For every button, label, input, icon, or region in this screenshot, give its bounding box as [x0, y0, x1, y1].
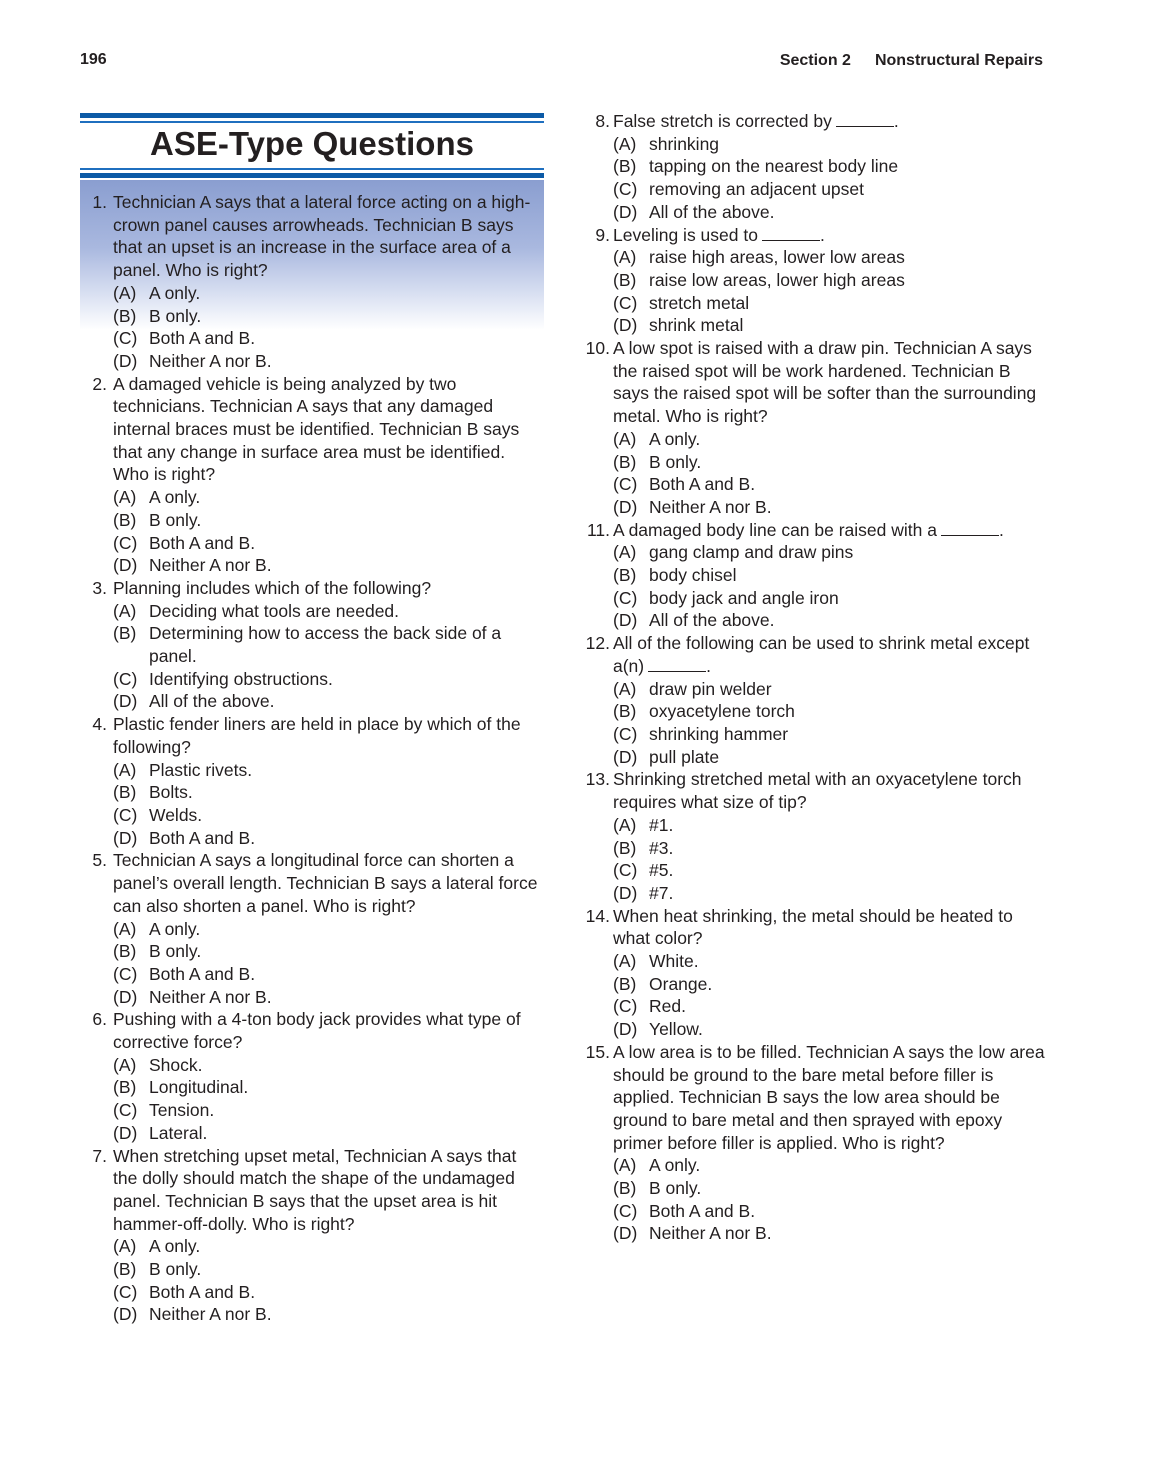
- option-text: raise high areas, lower low areas: [649, 247, 905, 268]
- option-letter: (C): [613, 996, 638, 1017]
- option-text: Both A and B.: [649, 474, 756, 495]
- question-item: [580, 110, 1050, 224]
- question-stem-end: .: [706, 655, 711, 676]
- answer-options: [113, 1054, 544, 1145]
- right-column: [580, 110, 1050, 1245]
- answer-option: [113, 532, 544, 555]
- question-stem-text: A damaged vehicle is being analyzed by two technicians. Technician A says that any damaged internal braces must be identified. Technician B says that any change in surface area must be identified. Who is right?: [113, 373, 520, 485]
- question-stem: [113, 191, 544, 282]
- option-text: A only.: [149, 282, 201, 303]
- option-letter: (A): [613, 133, 637, 154]
- option-letter: (D): [113, 350, 138, 371]
- question-item: [80, 191, 544, 373]
- option-text: Orange.: [649, 973, 713, 994]
- option-text: B only.: [149, 305, 202, 326]
- answer-option: [613, 1177, 1050, 1200]
- option-letter: (A): [113, 282, 137, 303]
- option-text: shrinking hammer: [649, 723, 789, 744]
- answer-option: [613, 700, 1050, 723]
- option-text: All of the above.: [649, 610, 775, 631]
- answer-option: [113, 600, 544, 623]
- option-letter: (D): [113, 691, 138, 712]
- question-number: 15.: [585, 1041, 610, 1062]
- answer-option: [113, 940, 544, 963]
- option-text: Neither A nor B.: [149, 1304, 272, 1325]
- answer-options: [613, 814, 1050, 905]
- answer-option: [113, 759, 544, 782]
- option-letter: (A): [113, 600, 137, 621]
- option-text: A only.: [149, 487, 201, 508]
- option-letter: (C): [613, 292, 638, 313]
- question-stem-text: Plastic fender liners are held in place by which of the following?: [113, 714, 521, 757]
- option-letter: (D): [613, 201, 638, 222]
- answer-options: [613, 678, 1050, 769]
- option-letter: (C): [113, 328, 138, 349]
- option-letter: (C): [113, 1100, 138, 1121]
- answer-option: [113, 350, 544, 373]
- question-number: 3.: [92, 577, 107, 598]
- answer-option: [113, 690, 544, 713]
- option-letter: (A): [613, 678, 637, 699]
- answer-option: [613, 973, 1050, 996]
- option-text: A only.: [649, 1155, 701, 1176]
- question-item: [580, 768, 1050, 904]
- option-text: Neither A nor B.: [149, 350, 272, 371]
- option-text: Tension.: [149, 1100, 215, 1121]
- question-item: [580, 632, 1050, 768]
- question-stem-end: .: [819, 224, 825, 245]
- answer-option: [613, 564, 1050, 587]
- option-letter: (A): [113, 487, 137, 508]
- option-letter: (A): [613, 951, 637, 972]
- option-text: Longitudinal.: [149, 1077, 249, 1098]
- answer-option: [613, 723, 1050, 746]
- answer-option: [613, 1222, 1050, 1245]
- option-letter: (D): [613, 746, 638, 767]
- option-text: A only.: [649, 428, 701, 449]
- question-stem-text: A low spot is raised with a draw pin. Technician A says the raised spot will be work hardened. Technician B says the raised spot will be softer than the surrounding metal. Who is right?: [613, 338, 1037, 427]
- option-letter: (D): [113, 827, 138, 848]
- question-stem: [613, 224, 1050, 247]
- option-letter: (D): [613, 882, 638, 903]
- answer-option: [113, 804, 544, 827]
- answer-option: [613, 292, 1050, 315]
- question-item: [580, 224, 1050, 338]
- option-text: Neither A nor B.: [649, 496, 772, 517]
- question-stem-text: Leveling is used to: [613, 224, 758, 245]
- question-stem-text: Shrinking stretched metal with an oxyacetylene torch requires what size of tip?: [613, 769, 1022, 813]
- answer-option: [113, 509, 544, 532]
- option-letter: (C): [613, 474, 638, 495]
- answer-options: [113, 1235, 544, 1326]
- option-text: Both A and B.: [149, 532, 256, 553]
- option-text: Lateral.: [149, 1122, 208, 1143]
- section-label: Section 2: [779, 52, 851, 69]
- question-number: 9.: [595, 224, 610, 245]
- question-number: 4.: [92, 714, 107, 735]
- answer-option: [113, 918, 544, 941]
- answer-option: [613, 746, 1050, 769]
- answer-option: [113, 781, 544, 804]
- option-text: Identifying obstructions.: [149, 668, 333, 689]
- question-list-right: [580, 110, 1050, 1245]
- option-letter: (C): [113, 1281, 138, 1302]
- answer-option: [113, 986, 544, 1009]
- answer-options: [113, 282, 544, 373]
- option-text: Both A and B.: [649, 1200, 756, 1221]
- question-number: 14.: [585, 905, 610, 926]
- option-letter: (D): [113, 986, 138, 1007]
- question-stem: [613, 768, 1050, 813]
- option-text: B only.: [149, 509, 202, 530]
- answer-option: [613, 995, 1050, 1018]
- question-stem: [113, 1145, 544, 1236]
- question-stem: [613, 905, 1050, 950]
- option-text: #7.: [649, 882, 674, 903]
- rule-top-thick: [80, 113, 544, 118]
- question-stem: [613, 337, 1050, 428]
- answer-option: [613, 837, 1050, 860]
- page-number: 196: [80, 51, 107, 68]
- option-text: All of the above.: [149, 691, 275, 712]
- chapter-label: Nonstructural Repairs: [874, 52, 1043, 69]
- answer-options: [113, 759, 544, 850]
- answer-option: [613, 246, 1050, 269]
- answer-option: [613, 473, 1050, 496]
- option-letter: (C): [113, 804, 138, 825]
- question-number: 13.: [585, 769, 610, 790]
- option-text: Both A and B.: [149, 328, 256, 349]
- option-letter: (C): [113, 963, 138, 984]
- answer-options: [613, 246, 1050, 337]
- option-letter: (B): [113, 623, 137, 644]
- question-stem: [113, 713, 544, 758]
- question-stem: [613, 632, 1050, 677]
- option-letter: (A): [613, 814, 637, 835]
- option-letter: (A): [613, 542, 637, 563]
- option-letter: (B): [613, 269, 637, 290]
- answer-option: [113, 1235, 544, 1258]
- option-letter: (A): [613, 247, 637, 268]
- question-item: [80, 849, 544, 1008]
- left-column: [80, 113, 544, 1326]
- option-text: shrink metal: [649, 315, 744, 336]
- option-letter: (C): [613, 1200, 638, 1221]
- option-text: B only.: [149, 1259, 202, 1280]
- question-number: 2.: [92, 373, 107, 394]
- answer-option: [613, 133, 1050, 156]
- option-text: A only.: [149, 1236, 201, 1257]
- option-letter: (B): [113, 1077, 137, 1098]
- question-stem-text: When heat shrinking, the metal should be heated to what color?: [613, 905, 1013, 949]
- option-letter: (C): [113, 532, 138, 553]
- rule-bottom-thin: [80, 168, 544, 170]
- question-number: 8.: [595, 111, 610, 131]
- option-text: pull plate: [649, 746, 720, 767]
- answer-option: [113, 1258, 544, 1281]
- option-letter: (C): [613, 723, 638, 744]
- question-stem-text: A damaged body line can be raised with a: [613, 519, 937, 540]
- answer-option: [613, 428, 1050, 451]
- answer-option: [613, 587, 1050, 610]
- answer-option: [113, 1281, 544, 1304]
- answer-options: [113, 486, 544, 577]
- fill-in-blank: [762, 226, 820, 241]
- question-item: [580, 1041, 1050, 1245]
- option-text: oxyacetylene torch: [649, 701, 795, 722]
- option-text: #5.: [649, 860, 674, 881]
- option-text: B only.: [649, 451, 702, 472]
- answer-option: [613, 314, 1050, 337]
- answer-option: [113, 668, 544, 691]
- answer-option: [613, 882, 1050, 905]
- option-text: Both A and B.: [149, 963, 256, 984]
- option-text: B only.: [149, 941, 202, 962]
- answer-option: [613, 950, 1050, 973]
- option-letter: (D): [113, 1122, 138, 1143]
- answer-option: [613, 451, 1050, 474]
- option-letter: (B): [613, 1178, 637, 1199]
- question-stem: [113, 577, 544, 600]
- option-letter: (B): [113, 509, 137, 530]
- option-letter: (D): [613, 1223, 638, 1244]
- answer-options: [613, 950, 1050, 1041]
- option-letter: (A): [113, 1054, 137, 1075]
- option-text: draw pin welder: [649, 678, 772, 699]
- option-text: Plastic rivets.: [149, 759, 253, 780]
- answer-options: [613, 1154, 1050, 1245]
- answer-option: [113, 305, 544, 328]
- answer-option: [113, 963, 544, 986]
- answer-option: [113, 554, 544, 577]
- option-letter: (C): [613, 587, 638, 608]
- option-text: tapping on the nearest body line: [649, 156, 899, 177]
- section-title: ASE-Type Questions: [150, 125, 474, 162]
- option-letter: (D): [613, 315, 638, 336]
- section-title-block: [80, 113, 544, 178]
- answer-option: [613, 1154, 1050, 1177]
- option-letter: (B): [613, 973, 637, 994]
- option-text: Yellow.: [649, 1019, 703, 1040]
- option-text: shrinking: [649, 133, 720, 154]
- question-stem-text: False stretch is corrected by: [613, 111, 832, 131]
- option-letter: (B): [113, 305, 137, 326]
- question-stem-text: All of the following can be used to shrink metal except a(n): [613, 633, 1030, 676]
- answer-options: [613, 133, 1050, 224]
- option-letter: (B): [613, 565, 637, 586]
- option-letter: (B): [113, 782, 137, 803]
- question-item: [580, 337, 1050, 519]
- question-stem-end: .: [998, 519, 1004, 540]
- option-text: Determining how to access the back side of a panel.: [149, 623, 502, 667]
- question-number: 1.: [92, 192, 107, 212]
- answer-option: [113, 622, 544, 667]
- answer-option: [613, 1018, 1050, 1041]
- question-stem: [613, 1041, 1050, 1155]
- question-item: [80, 1145, 544, 1327]
- question-stem-text: When stretching upset metal, Technician A says that the dolly should match the shape of the undamaged panel. Technician B says that the upset area is hit hammer-off-dolly. Who is right?: [113, 1145, 517, 1234]
- option-text: raise low areas, lower high areas: [649, 269, 905, 290]
- answer-options: [113, 918, 544, 1009]
- question-item: [580, 519, 1050, 633]
- question-stem-text: Planning includes which of the following?: [113, 577, 432, 598]
- answer-option: [113, 282, 544, 305]
- question-stem: [113, 1008, 544, 1053]
- option-text: White.: [649, 951, 699, 972]
- answer-option: [613, 1200, 1050, 1223]
- answer-option: [613, 269, 1050, 292]
- option-letter: (A): [113, 918, 137, 939]
- rule-bottom-thick: [80, 173, 544, 178]
- question-stem-text: Technician A says a longitudinal force can shorten a panel’s overall length. Technician B says a lateral force can also shorten a panel. Who is right?: [113, 850, 538, 916]
- question-item: [80, 713, 544, 849]
- option-letter: (B): [613, 451, 637, 472]
- option-letter: (D): [113, 555, 138, 576]
- option-letter: (A): [613, 1155, 637, 1176]
- option-text: body chisel: [649, 565, 737, 586]
- answer-option: [613, 541, 1050, 564]
- option-letter: (A): [113, 1236, 137, 1257]
- option-text: Both A and B.: [149, 827, 256, 848]
- option-text: Neither A nor B.: [149, 555, 272, 576]
- question-number: 7.: [92, 1145, 107, 1166]
- question-stem-end: .: [893, 111, 899, 131]
- answer-option: [613, 859, 1050, 882]
- option-letter: (A): [113, 759, 137, 780]
- fill-in-blank: [648, 657, 706, 672]
- question-number: 11.: [586, 519, 610, 540]
- option-text: Neither A nor B.: [149, 986, 272, 1007]
- answer-option: [113, 1076, 544, 1099]
- question-stem-text: Technician A says that a lateral force acting on a high-crown panel causes arrowheads. Technician B says that an upset is an increase in the surface area of a panel. Who is right?: [113, 192, 531, 281]
- option-text: All of the above.: [649, 201, 775, 222]
- question-number: 12.: [585, 633, 610, 654]
- option-letter: (C): [613, 179, 638, 200]
- option-text: A only.: [149, 918, 201, 939]
- option-text: Deciding what tools are needed.: [149, 600, 400, 621]
- option-text: #3.: [649, 837, 674, 858]
- answer-option: [113, 1054, 544, 1077]
- option-letter: (B): [613, 837, 637, 858]
- answer-option: [613, 814, 1050, 837]
- option-text: gang clamp and draw pins: [649, 542, 854, 563]
- answer-option: [113, 827, 544, 850]
- question-item: [580, 905, 1050, 1041]
- option-text: Shock.: [149, 1054, 203, 1075]
- option-text: #1.: [649, 814, 674, 835]
- option-text: Welds.: [149, 804, 203, 825]
- answer-option: [113, 486, 544, 509]
- option-letter: (B): [113, 941, 137, 962]
- question-stem-text: A low area is to be filled. Technician A says the low area should be ground to the bare metal before filler is applied. Technician B says the low area should be ground to bare metal and then sprayed with epoxy primer before filler is applied. Who is right?: [613, 1041, 1045, 1153]
- answer-option: [613, 609, 1050, 632]
- option-letter: (C): [613, 860, 638, 881]
- option-text: B only.: [649, 1178, 702, 1199]
- answer-option: [613, 178, 1050, 201]
- option-text: Bolts.: [149, 782, 193, 803]
- answer-option: [613, 496, 1050, 519]
- option-letter: (D): [613, 1019, 638, 1040]
- option-text: Neither A nor B.: [649, 1223, 772, 1244]
- question-list-left: [80, 191, 544, 1326]
- answer-option: [113, 1099, 544, 1122]
- question-stem-text: Pushing with a 4-ton body jack provides what type of corrective force?: [113, 1009, 521, 1053]
- option-letter: (C): [113, 668, 138, 689]
- option-text: stretch metal: [649, 292, 750, 313]
- question-number: 10.: [585, 338, 610, 359]
- answer-options: [613, 428, 1050, 519]
- question-number: 5.: [92, 850, 107, 871]
- question-stem: [113, 373, 544, 487]
- answer-option: [113, 1303, 544, 1326]
- question-item: [80, 373, 544, 577]
- option-letter: (D): [613, 610, 638, 631]
- question-number: 6.: [92, 1009, 107, 1030]
- answer-option: [613, 678, 1050, 701]
- answer-option: [113, 327, 544, 350]
- answer-option: [113, 1122, 544, 1145]
- option-letter: (A): [613, 428, 637, 449]
- question-item: [80, 577, 544, 713]
- answer-options: [613, 541, 1050, 632]
- option-text: removing an adjacent upset: [649, 179, 864, 200]
- option-letter: (D): [613, 496, 638, 517]
- option-text: body jack and angle iron: [649, 587, 839, 608]
- running-head: [780, 52, 1043, 70]
- fill-in-blank: [836, 112, 894, 127]
- option-letter: (B): [113, 1259, 137, 1280]
- question-stem: [613, 519, 1050, 542]
- question-item: [80, 1008, 544, 1144]
- fill-in-blank: [941, 521, 999, 536]
- option-text: Both A and B.: [149, 1281, 256, 1302]
- question-stem: [113, 849, 544, 917]
- option-letter: (D): [113, 1304, 138, 1325]
- option-text: Red.: [649, 996, 686, 1017]
- question-stem: [613, 110, 1050, 133]
- option-letter: (B): [613, 156, 637, 177]
- answer-option: [613, 155, 1050, 178]
- answer-option: [613, 201, 1050, 224]
- answer-options: [113, 600, 544, 714]
- option-letter: (B): [613, 701, 637, 722]
